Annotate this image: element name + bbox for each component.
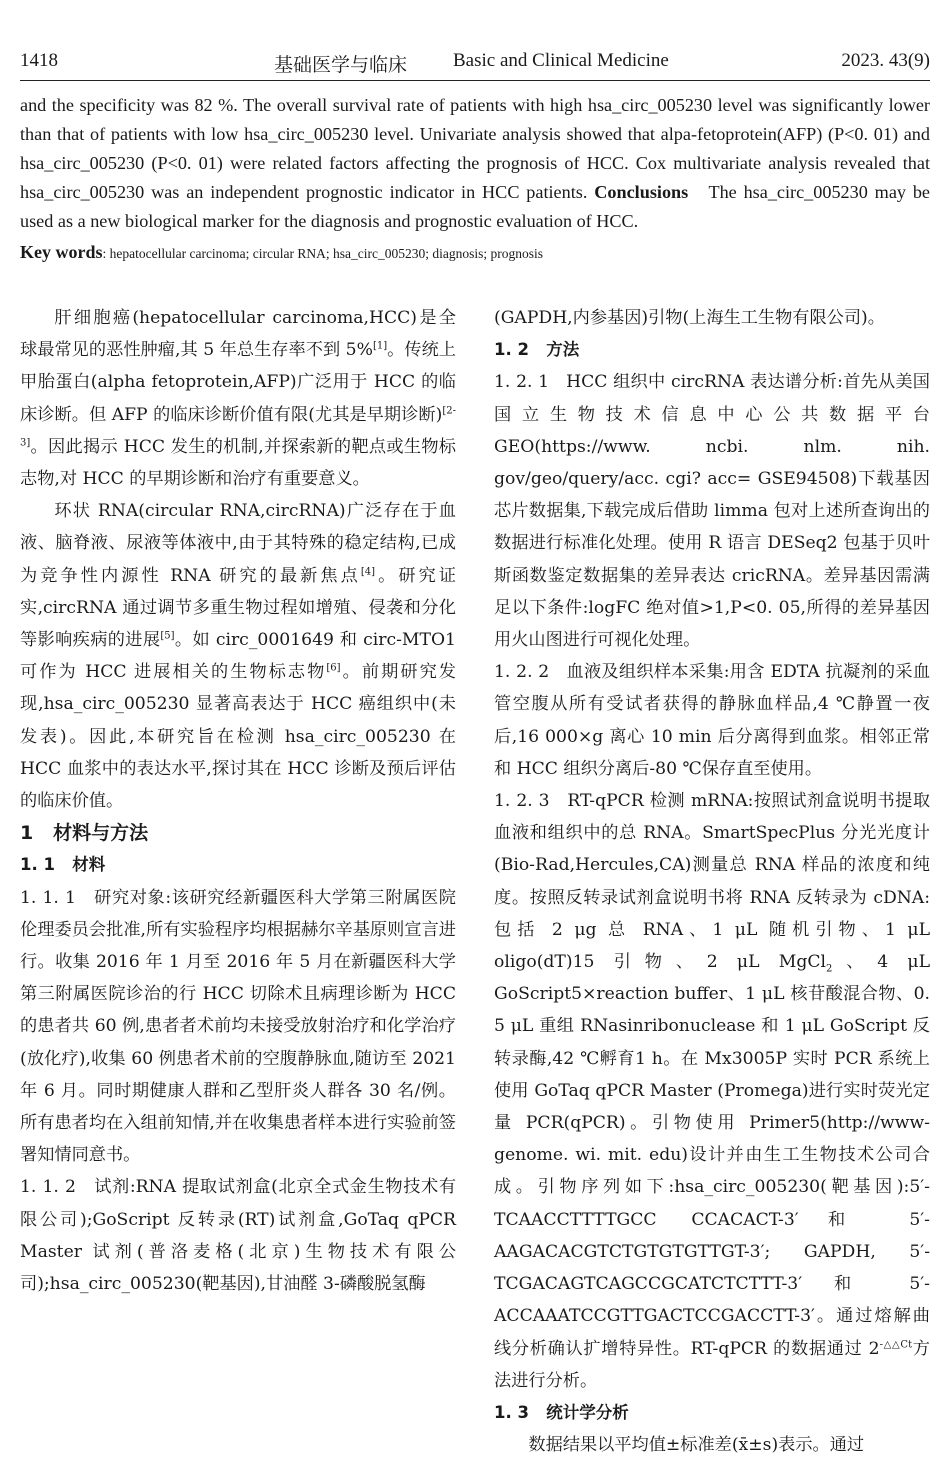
item-number: 1. 2. 2	[494, 662, 550, 683]
subsection-heading-1-2	[494, 334, 930, 366]
paragraph-1-3: 数据结果以平均值±标准差(x̄±s)表示。通过	[528, 1435, 865, 1456]
header-rule	[20, 80, 930, 81]
citation: [6]	[326, 662, 341, 674]
abstract-continued	[20, 91, 930, 236]
heading-title: 方法	[546, 340, 580, 360]
heading-number: 1. 3	[494, 1402, 529, 1422]
item-number: 1. 1. 2	[20, 1177, 76, 1198]
paragraph-intro-2	[20, 495, 456, 817]
item-number: 1. 1. 1	[20, 887, 76, 908]
text-run: 环状 RNA(circular RNA,circRNA)广泛存在于血液、脑脊液、尿液等体液中,由于其特殊的稳定结构,已成为竞争性内源性 RNA 研究的最新焦点	[20, 501, 456, 586]
text-run: RT-qPCR 检测 mRNA:按照试剂盒说明书提取血液和组织中的总 RNA。SmartSpecPlus 分光光度计(Bio-Rad,Hercules,CA)测量总 RNA 样品的浓度和纯度。按照反转录试剂盒说明书将 RNA 反转录为 cDNA:包括 2 μg 总 RNA、1 μL 随机引物、1 μL oligo(dT)15 引物、2 μL MgCl	[494, 791, 931, 973]
text-run: 血液及组织样本采集:用含 EDTA 抗凝剂的采血管空腹从所有受试者获得的静脉血样品,4 ℃静置一夜后,16 000×g 离心 10 min 后分离得到血浆。相邻正常和 HCC 组织分离后-80 ℃保存直至使用。	[494, 662, 931, 779]
paragraph-1-2-3	[494, 785, 930, 1397]
text-run: 肝细胞癌(hepatocellular carcinoma,HCC)是全球最常见的恶性肿瘤,其 5 年总生存率不到 5%	[20, 308, 456, 361]
heading-title: 统计学分析	[546, 1402, 629, 1422]
heading-title: 材料	[72, 855, 106, 875]
right-column	[494, 302, 930, 1461]
subsection-heading-1-3	[494, 1397, 930, 1429]
citation: [2-3]	[20, 404, 456, 449]
superscript: -△△Ct	[879, 1338, 913, 1350]
conclusions-label: Conclusions	[594, 182, 689, 202]
text-run: 。因此揭示 HCC 发生的机制,并探索新的靶点或生物标志物,对 HCC 的早期诊断和治疗有重要意义。	[20, 436, 456, 490]
text-run: 研究对象:该研究经新疆医科大学第三附属医院伦理委员会批准,所有实验程序均根据赫尔辛基原则宣言进行。收集 2016 年 1 月至 2016 年 5 月在新疆医科大学第三附属医院诊治的行 HCC 切除术且病理诊断为 HCC 的患者共 60 例,患者者术前均未接受放射治疗和化学治疗(放化疗),收集 60 例患者术前的空腹静脉血,随访至 2021 年 6 月。同时期健康人群和乙型肝炎人群各 30 名/例。所有患者均在入组前知情,并在收集患者样本进行实验前签署知情同意书。	[20, 887, 456, 1166]
keywords-value: : hepatocellular carcinoma; circular RNA; hsa_circ_005230; diagnosis; prognosis	[102, 246, 544, 261]
heading-number: 1. 1	[20, 855, 55, 875]
abstract-text	[20, 91, 930, 236]
text-run: 。研究证实,circRNA 通过调节多重生物过程如增殖、侵袭和分化等影响疾病的进展	[20, 565, 456, 651]
paragraph-1-1-2	[20, 1171, 456, 1300]
heading-number: 1. 2	[494, 340, 529, 360]
citation: [4]	[360, 565, 376, 577]
journal-title-cn: 基础医学与临床	[274, 54, 408, 76]
text-run: 。传统上甲胎蛋白(alpha fetoprotein,AFP)广泛用于 HCC 的临床诊断。但 AFP 的临床诊断价值有限(尤其是早期诊断)	[20, 340, 456, 425]
abstract-text-2: The hsa_circ_005230 may be used as a new biological marker for the diagnosis and prognostic evaluation of HCC.	[20, 182, 930, 231]
citation: [5]	[160, 630, 175, 642]
heading-title: 材料与方法	[53, 822, 149, 845]
heading-number: 1	[20, 822, 34, 845]
paragraph-continued: (GAPDH,内参基因)引物(上海生工生物有限公司)。	[494, 308, 885, 328]
text-run: 方法进行分析。	[494, 1338, 930, 1391]
paragraph-1-2-2	[494, 656, 930, 785]
text-run: 、4 μL GoScript5×reaction buffer、1 μL 核苷酸混合物、0. 5 μL 重组 RNasinribonuclease 和 1 μL GoScript 反转录酶,42 ℃孵育1 h。在 Mx3005P 实时 PCR 系统上使用 GoTaq qPCR Master (Promega)进行实时荧光定量 PCR(qPCR)。引物使用 Primer5(http://www-genome. wi. mit. edu)设计并由生工生物技术公司合成。引物序列如下:hsa_circ_005230(靶基因):5′-TCAACCTTTTGCC CCACACT-3′和 5′-AAGACACGTCTGTGTGTTGT-3′; GAPDH, 5′-TCGACAGTCAGCCGCATCTCTTT-3′ 和 5′-ACCAAATCCGTTGACTCCGACCTT-3′。通过熔解曲线分析确认扩增特异性。RT-qPCR 的数据通过 2	[494, 952, 930, 1359]
paragraph-1-2-1	[494, 366, 930, 656]
section-heading-1	[20, 817, 456, 849]
keywords	[20, 238, 543, 268]
left-column	[20, 302, 456, 1300]
running-header	[20, 42, 930, 76]
keywords-label: Key words	[20, 242, 103, 262]
text-run: HCC 组织中 circRNA 表达谱分析:首先从美国国立生物技术信息中心公共数据平台 GEO(https://www. ncbi. nlm. nih. gov/geo/query/acc. cgi? acc= GSE94508)下载基因芯片数据集,下载完成后借助 limma 包对上述所查询出的数据进行标准化处理。使用 R 语言 DESeq2 包基于贝叶斯函数鉴定数据集的差异表达 cricRNA。差异基因需满足以下条件:logFC 绝对值>1,P<0. 05,所得的差异基因用火山图进行可视化处理。	[494, 372, 930, 651]
issue-info: 2023. 43(9)	[841, 50, 930, 71]
item-number: 1. 2. 3	[494, 791, 550, 812]
journal-title-en: Basic and Clinical Medicine	[453, 50, 669, 71]
page-number: 1418	[20, 50, 58, 71]
subsection-heading-1-1	[20, 849, 456, 881]
text-run: 。前期研究发现,hsa_circ_005230 显著高表达于 HCC 癌组织中(未发表)。因此,本研究旨在检测 hsa_circ_005230 在 HCC 血浆中的表达水平,探讨其在 HCC 诊断及预后评估的临床价值。	[20, 662, 456, 812]
paragraph-1-1-1	[20, 882, 456, 1172]
abstract-text-1: and the specificity was 82 %. The overall survival rate of patients with high hsa_circ_005230 level was significantly lower than that of patients with low hsa_circ_005230 level. Univariate analysis showed that alpa-fetoprotein(AFP) (P<0. 01) and hsa_circ_005230 (P<0. 01) were related factors affecting the prognosis of HCC. Cox multivariate analysis revealed that hsa_circ_005230 was an independent prognostic indicator in HCC patients.	[20, 95, 930, 202]
text-run: 试剂:RNA 提取试剂盒(北京全式金生物技术有限公司);GoScript 反转录(RT)试剂盒,GoTaq qPCR Master 试剂(普洛麦格(北京)生物技术有限公司);hsa_circ_005230(靶基因),甘油醛 3-磷酸脱氢酶	[20, 1177, 457, 1295]
item-number: 1. 2. 1	[494, 372, 550, 393]
paragraph-intro-1	[20, 302, 456, 495]
text-run: 。如 circ_0001649 和 circ-MTO1 可作为 HCC 进展相关的生物标志物	[20, 630, 456, 683]
citation: [1]	[372, 340, 388, 352]
subscript: 2	[826, 963, 833, 975]
